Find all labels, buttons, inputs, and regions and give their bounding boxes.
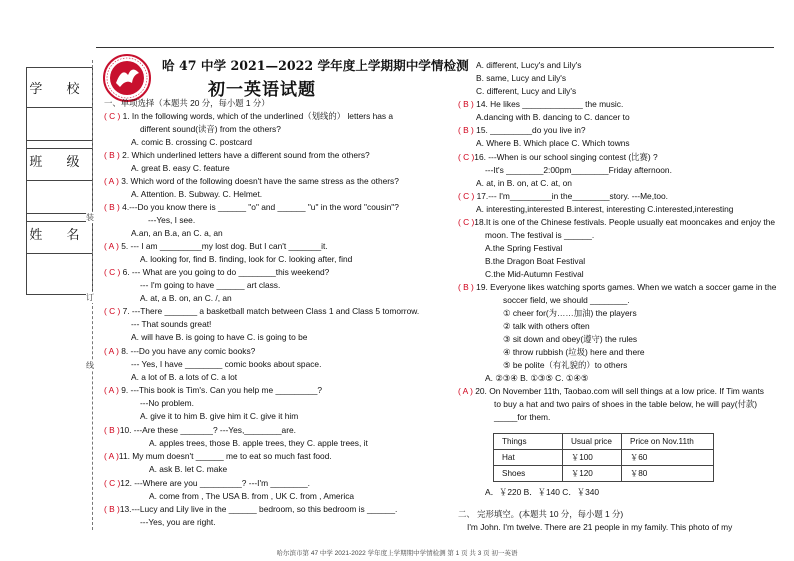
question-line [104, 267, 329, 278]
question-line [140, 124, 281, 135]
question-line [131, 372, 237, 383]
line-text: A. give it to him B. give him it C. give it him [140, 411, 299, 421]
line-text: A. apples trees, those B. apple trees, they C. apple trees, it [149, 438, 368, 448]
table-cell: ￥60 [622, 450, 714, 466]
line-text: ① cheer for(为……加油) the players [503, 308, 637, 318]
answer-mark: ( B ) [104, 150, 120, 160]
line-text: A. great B. easy C. feature [131, 163, 230, 173]
question-line [131, 189, 262, 200]
question-line [485, 165, 672, 176]
table-row [494, 466, 714, 482]
page-footer: 哈尔滨市第 47 中学 2021-2022 学年度上学期期中学情检测 第 1 页 共 3 页 初一英语 [276, 550, 518, 557]
line-text: 二、 完形填空。(本题共 10 分，每小题 1 分) [458, 509, 624, 519]
name-field [26, 213, 93, 295]
name-blank[interactable] [27, 254, 92, 294]
line-text: soccer field, we should ________. [503, 295, 630, 305]
answer-mark: ( B ) [104, 425, 120, 435]
question-line [104, 202, 399, 213]
line-text: A. ②③④ B. ①③⑤ C. ①④⑤ [485, 373, 589, 383]
line-text: ---Yes, you are right. [140, 517, 216, 527]
header-cell: Things [494, 434, 563, 450]
question-line [131, 163, 230, 174]
line-text: C.the Mid-Autumn Festival [485, 269, 584, 279]
question-line [149, 491, 354, 502]
line-text: A. will have B. is going to have C. is going to be [131, 332, 308, 342]
question-line [476, 178, 572, 189]
question-line [104, 150, 370, 161]
question-line [467, 522, 732, 533]
table-row [494, 450, 714, 466]
exam-title: 初一英语试题 [208, 80, 316, 100]
question-line [140, 293, 232, 304]
answer-mark: ( C ) [458, 217, 475, 227]
question-line [149, 464, 227, 475]
price-table-header [494, 434, 714, 450]
question-line [503, 321, 590, 332]
question-line [104, 98, 270, 109]
line-text: different sound(读音) from the others? [140, 124, 281, 134]
line-text: 9. ---This book is Tim's. Can you help me _________? [118, 385, 323, 395]
question-line [485, 373, 588, 384]
question-line [485, 256, 585, 267]
question-line [503, 334, 637, 345]
question-line [494, 399, 757, 410]
question-line [503, 295, 630, 306]
answer-mark: ( B ) [104, 202, 120, 212]
answer-mark: ( B ) [458, 125, 474, 135]
question-line [140, 254, 352, 265]
line-text: moon. The festival is ______. [485, 230, 595, 240]
line-text: to buy a hat and two pairs of shoes in the table below, he will pay(付款) [494, 399, 758, 409]
binding-mark: 订 [86, 293, 94, 302]
school-logo [102, 53, 152, 103]
line-text: 12. ---Where are you _________? ---I'm ________. [120, 478, 310, 488]
school-label: 学 校 [27, 68, 92, 108]
line-text: A. a lot of B. a lots of C. a lot [131, 372, 238, 382]
question-line [476, 112, 630, 123]
question-line [104, 425, 296, 436]
line-text: 10. ---Are these _______? ---Yes,________are. [119, 425, 296, 435]
line-text: ④ throw rubbish (垃圾) here and there [503, 347, 645, 357]
question-line [104, 504, 397, 515]
question-line [485, 243, 562, 254]
question-line [148, 215, 195, 226]
header-cell: Price on Nov.11th [622, 434, 714, 450]
line-text: 1. In the following words, which of the underlined（划线的） letters has a [120, 111, 394, 121]
question-line [485, 269, 584, 280]
question-line [131, 319, 211, 330]
header-cell: Usual price [563, 434, 622, 450]
table-cell: Shoes [494, 466, 563, 482]
question-line [458, 152, 658, 163]
class-label: 班 级 [27, 141, 92, 181]
question-line [476, 60, 581, 71]
class-field [26, 140, 93, 222]
question-line [458, 509, 623, 520]
question-line [140, 517, 216, 528]
line-text: A. comic B. crossing C. postcard [131, 137, 253, 147]
question-line [131, 359, 321, 370]
line-text: A. ask B. let C. make [149, 464, 228, 474]
answer-mark: ( C ) [104, 478, 121, 488]
line-text: A．￥220 B．￥140 C．￥340 [485, 487, 600, 497]
line-text: A. at, in B. on, at C. at, on [476, 178, 572, 188]
question-line [485, 487, 599, 498]
question-line [503, 347, 645, 358]
question-line [131, 332, 307, 343]
answer-mark: ( A ) [104, 241, 119, 251]
answer-mark: ( A ) [104, 176, 119, 186]
question-line [104, 176, 399, 187]
answer-mark: ( C ) [104, 267, 121, 277]
question-line [458, 99, 623, 110]
question-line [104, 346, 255, 357]
line-text: ---Yes, I see. [148, 215, 196, 225]
line-text: 18.It is one of the Chinese festivals. People usually eat mooncakes and enjoy the [474, 217, 776, 227]
question-line [476, 138, 630, 149]
line-text: A.dancing with B. dancing to C. dancer to [476, 112, 630, 122]
line-text: 5. --- I am _________my lost dog. But I can't _______it. [118, 241, 328, 251]
question-line [149, 438, 368, 449]
question-line [140, 411, 298, 422]
question-line [458, 125, 586, 136]
line-text: 6. --- What are you going to do ________this weekend? [120, 267, 330, 277]
line-text: B. same, Lucy and Lily's [476, 73, 567, 83]
question-line [140, 398, 194, 409]
line-text: 7. ---There _______ a basketball match between Class 1 and Class 5 tomorrow. [120, 306, 420, 316]
table-cell: Hat [494, 450, 563, 466]
line-text: A. interesting,interested B.interest, interesting C.interested,interesting [476, 204, 734, 214]
question-line [458, 282, 776, 293]
line-text: 13.---Lucy and Lily live in the ______ bedroom, so this bedroom is ______. [119, 504, 398, 514]
line-text: ③ sit down and obey(遵守) the rules [503, 334, 638, 344]
line-text: ---No problem. [140, 398, 194, 408]
line-text: --- That sounds great! [131, 319, 212, 329]
answer-mark: ( C ) [458, 191, 475, 201]
question-line [131, 228, 223, 239]
question-line [104, 306, 419, 317]
line-text: _____for them. [494, 412, 551, 422]
question-line [104, 451, 332, 462]
answer-mark: ( A ) [104, 385, 119, 395]
table-cell: ￥100 [563, 450, 622, 466]
header-rule [96, 47, 774, 48]
line-text: A. different, Lucy's and Lily's [476, 60, 582, 70]
price-table [493, 433, 714, 482]
line-text: A. come from , The USA B. from , UK C. from , America [149, 491, 355, 501]
answer-mark: ( C ) [104, 111, 121, 121]
question-line [458, 386, 764, 397]
line-text: 11. My mum doesn't ______ me to eat so much fast food. [118, 451, 332, 461]
line-text: 20. On November 11th, Taobao.com will sell things at a low price. If Tim wants [472, 386, 764, 396]
answer-mark: ( B ) [104, 504, 120, 514]
binding-mark: 装 [86, 213, 94, 222]
line-text: 4.---Do you know there is ______ "o" and ______ "u" in the word "cousin"? [119, 202, 399, 212]
question-line [131, 137, 252, 148]
line-text: A.an, an B.a, an C. a, an [131, 228, 223, 238]
question-line [476, 73, 566, 84]
line-text: 14. He likes _____________ the music. [473, 99, 624, 109]
question-line [476, 204, 733, 215]
answer-mark: ( A ) [458, 386, 473, 396]
line-text: 17.--- I'm_________in the________story. ---Me,too. [474, 191, 668, 201]
line-text: A. at, a B. on, an C. /, an [140, 293, 232, 303]
school-field [26, 67, 93, 149]
question-line [503, 360, 627, 371]
line-text: A. looking for, find B. finding, look for C. looking after, find [140, 254, 353, 264]
line-text: B.the Dragon Boat Festival [485, 256, 586, 266]
binding-mark: 线 [86, 361, 94, 370]
question-line [458, 217, 775, 228]
line-text: I'm John. I'm twelve. There are 21 people in my family. This photo of my [467, 522, 733, 532]
line-text: A.the Spring Festival [485, 243, 563, 253]
question-line [104, 385, 322, 396]
line-text: 19. Everyone likes watching sports games. When we watch a soccer game in the [473, 282, 777, 292]
answer-mark: ( A ) [104, 451, 119, 461]
line-text: 16. ---When is our school singing contest (比赛) ? [474, 152, 658, 162]
question-line [458, 191, 668, 202]
table-cell: ￥120 [563, 466, 622, 482]
question-line [485, 230, 594, 241]
line-text: ---It's ________2:00pm________Friday afternoon. [485, 165, 672, 175]
line-text: --- Yes, I have ________ comic books about space. [131, 359, 322, 369]
question-line [494, 412, 550, 423]
question-line [104, 241, 328, 252]
line-text: A. Attention. B. Subway. C. Helmet. [131, 189, 263, 199]
line-text: ② talk with others often [503, 321, 590, 331]
table-cell: ￥80 [622, 466, 714, 482]
line-text: C. different, Lucy and Lily's [476, 86, 577, 96]
name-label: 姓 名 [27, 214, 92, 254]
line-text: 8. ---Do you have any comic books? [118, 346, 256, 356]
school-name: 哈 47 中学 2021—2022 学年度上学期期中学情检测 [162, 58, 469, 73]
question-line [476, 86, 576, 97]
answer-mark: ( C ) [104, 306, 121, 316]
answer-mark: ( A ) [104, 346, 119, 356]
question-line [104, 478, 310, 489]
line-text: A. Where B. Which place C. Which towns [476, 138, 630, 148]
answer-mark: ( B ) [458, 99, 474, 109]
answer-mark: ( B ) [458, 282, 474, 292]
line-text: 一、单项选择（本题共 20 分，每小题 1 分） [104, 98, 270, 108]
question-line [140, 280, 280, 291]
question-line [104, 111, 393, 122]
line-text: ⑤ be polite（有礼貌的）to others [503, 360, 628, 370]
line-text: 3. Which word of the following doesn't have the same stress as the others? [118, 176, 399, 186]
line-text: 2. Which underlined letters have a different sound from the others? [119, 150, 370, 160]
answer-mark: ( C ) [458, 152, 475, 162]
question-line [503, 308, 637, 319]
line-text: 15. _________do you live in? [473, 125, 586, 135]
line-text: --- I'm going to have ______ art class. [140, 280, 281, 290]
